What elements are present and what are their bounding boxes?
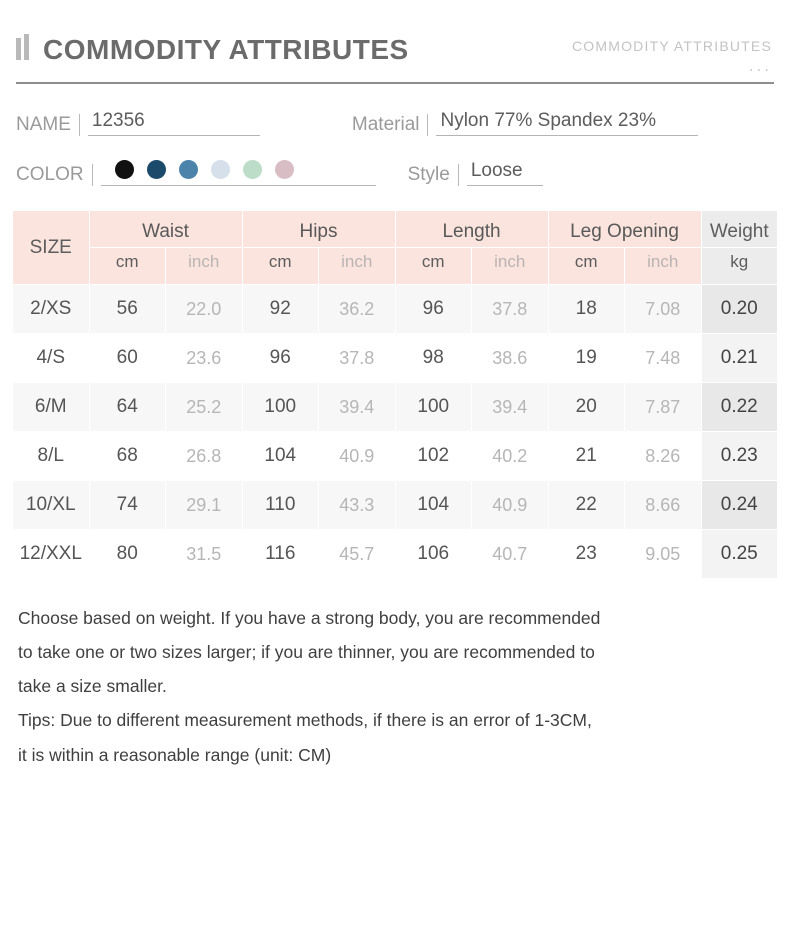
size-chart-head	[13, 211, 778, 285]
color-separator	[92, 164, 93, 186]
cell-hips-inch: 45.7	[319, 530, 396, 579]
ellipsis-icon: ...	[748, 56, 772, 75]
cell-length-cm: 100	[395, 383, 472, 432]
cell-length-cm: 104	[395, 481, 472, 530]
header-unit-weight-kg: kg	[701, 248, 778, 285]
cell-length-inch: 40.9	[472, 481, 549, 530]
cell-hips-cm: 92	[242, 285, 319, 334]
cell-waist-cm: 60	[89, 334, 166, 383]
header-row-units	[13, 248, 778, 285]
cell-leg-cm: 20	[548, 383, 625, 432]
table-row	[13, 432, 778, 481]
header-divider	[16, 82, 774, 84]
material-value: Nylon 77% Spandex 23%	[436, 110, 698, 136]
color-swatch[interactable]	[179, 160, 198, 179]
cell-waist-cm: 80	[89, 530, 166, 579]
header-subtitle-block	[572, 38, 772, 76]
cell-length-inch: 40.7	[472, 530, 549, 579]
row-size: 6/M	[13, 383, 90, 432]
cell-leg-cm: 21	[548, 432, 625, 481]
header-unit-length-cm: cm	[395, 248, 472, 285]
cell-hips-inch: 43.3	[319, 481, 396, 530]
cell-waist-inch: 22.0	[166, 285, 243, 334]
cell-hips-cm: 116	[242, 530, 319, 579]
color-field	[16, 160, 376, 186]
cell-leg-cm: 22	[548, 481, 625, 530]
cell-leg-inch: 7.87	[625, 383, 702, 432]
row-size: 8/L	[13, 432, 90, 481]
style-separator	[458, 164, 459, 186]
cell-leg-cm: 19	[548, 334, 625, 383]
header-unit-leg-inch: inch	[625, 248, 702, 285]
table-row	[13, 481, 778, 530]
cell-leg-inch: 8.66	[625, 481, 702, 530]
color-label: COLOR	[16, 164, 84, 185]
cell-waist-cm: 74	[89, 481, 166, 530]
header-unit-waist-inch: inch	[166, 248, 243, 285]
cell-leg-inch: 9.05	[625, 530, 702, 579]
cell-leg-cm: 23	[548, 530, 625, 579]
cell-length-inch: 37.8	[472, 285, 549, 334]
note-line-4: Tips: Due to different measurement methods, if there is an error of 1-3CM,	[18, 710, 592, 731]
cell-hips-cm: 100	[242, 383, 319, 432]
cell-waist-inch: 31.5	[166, 530, 243, 579]
cell-waist-inch: 26.8	[166, 432, 243, 481]
header-unit-hips-inch: inch	[319, 248, 396, 285]
size-chart-body	[13, 285, 778, 579]
header-row-groups	[13, 211, 778, 248]
note-line-2: to take one or two sizes larger; if you are thinner, you are recommended to	[18, 642, 595, 663]
style-field	[408, 160, 543, 186]
cell-waist-inch: 25.2	[166, 383, 243, 432]
cell-hips-cm: 104	[242, 432, 319, 481]
header-subtitle: COMMODITY ATTRIBUTES	[571, 38, 772, 54]
style-value: Loose	[467, 160, 543, 186]
cell-leg-inch: 7.08	[625, 285, 702, 334]
cell-waist-inch: 23.6	[166, 334, 243, 383]
material-separator	[427, 114, 428, 136]
header-group-waist: Waist	[89, 211, 242, 248]
table-row	[13, 530, 778, 579]
page-title: COMMODITY ATTRIBUTES	[43, 34, 409, 65]
header-unit-leg-cm: cm	[548, 248, 625, 285]
page-header	[12, 0, 778, 76]
cell-waist-inch: 29.1	[166, 481, 243, 530]
note-line-5: it is within a reasonable range (unit: CM)	[18, 744, 332, 765]
header-unit-waist-cm: cm	[89, 248, 166, 285]
color-swatch[interactable]	[243, 160, 262, 179]
row-size: 12/XXL	[13, 530, 90, 579]
size-chart-table	[12, 210, 778, 579]
cell-length-cm: 102	[395, 432, 472, 481]
logo-bars-icon	[16, 34, 29, 60]
cell-leg-cm: 18	[548, 285, 625, 334]
style-label: Style	[407, 164, 450, 185]
material-label: Material	[351, 114, 420, 135]
cell-weight-kg: 0.23	[701, 432, 778, 481]
attributes-row-1	[16, 110, 774, 136]
note-line-3: take a size smaller.	[18, 676, 167, 697]
note-line-1: Choose based on weight. If you have a strong body, you are recommended	[18, 608, 601, 628]
material-field	[352, 110, 699, 136]
cell-length-cm: 106	[395, 530, 472, 579]
attributes-section	[16, 110, 774, 186]
color-swatch[interactable]	[275, 160, 294, 179]
header-group-length: Length	[395, 211, 548, 248]
color-swatch[interactable]	[115, 160, 134, 179]
cell-weight-kg: 0.24	[701, 481, 778, 530]
name-value: 12356	[88, 110, 260, 136]
cell-length-cm: 98	[395, 334, 472, 383]
notes-section	[18, 601, 772, 772]
header-unit-hips-cm: cm	[242, 248, 319, 285]
header-group-weight: Weight	[701, 211, 778, 248]
cell-hips-inch: 36.2	[319, 285, 396, 334]
cell-length-cm: 96	[395, 285, 472, 334]
cell-length-inch: 40.2	[472, 432, 549, 481]
cell-hips-cm: 96	[242, 334, 319, 383]
cell-waist-cm: 68	[89, 432, 166, 481]
attributes-row-2	[16, 160, 774, 186]
table-row	[13, 334, 778, 383]
cell-weight-kg: 0.22	[701, 383, 778, 432]
color-swatch-list	[101, 160, 376, 186]
row-size: 4/S	[13, 334, 90, 383]
cell-hips-inch: 37.8	[319, 334, 396, 383]
color-swatch[interactable]	[147, 160, 166, 179]
cell-hips-inch: 39.4	[319, 383, 396, 432]
header-group-hips: Hips	[242, 211, 395, 248]
color-swatch[interactable]	[211, 160, 230, 179]
cell-waist-cm: 56	[89, 285, 166, 334]
table-row	[13, 285, 778, 334]
cell-waist-cm: 64	[89, 383, 166, 432]
cell-weight-kg: 0.25	[701, 530, 778, 579]
row-size: 2/XS	[13, 285, 90, 334]
cell-hips-cm: 110	[242, 481, 319, 530]
cell-leg-inch: 7.48	[625, 334, 702, 383]
cell-length-inch: 39.4	[472, 383, 549, 432]
cell-weight-kg: 0.20	[701, 285, 778, 334]
cell-weight-kg: 0.21	[701, 334, 778, 383]
header-unit-length-inch: inch	[472, 248, 549, 285]
header-size: SIZE	[13, 211, 90, 285]
name-label: NAME	[16, 114, 71, 135]
name-field	[16, 110, 260, 136]
header-group-leg-opening: Leg Opening	[548, 211, 701, 248]
cell-hips-inch: 40.9	[319, 432, 396, 481]
cell-length-inch: 38.6	[472, 334, 549, 383]
table-row	[13, 383, 778, 432]
name-separator	[79, 114, 80, 136]
row-size: 10/XL	[13, 481, 90, 530]
cell-leg-inch: 8.26	[625, 432, 702, 481]
